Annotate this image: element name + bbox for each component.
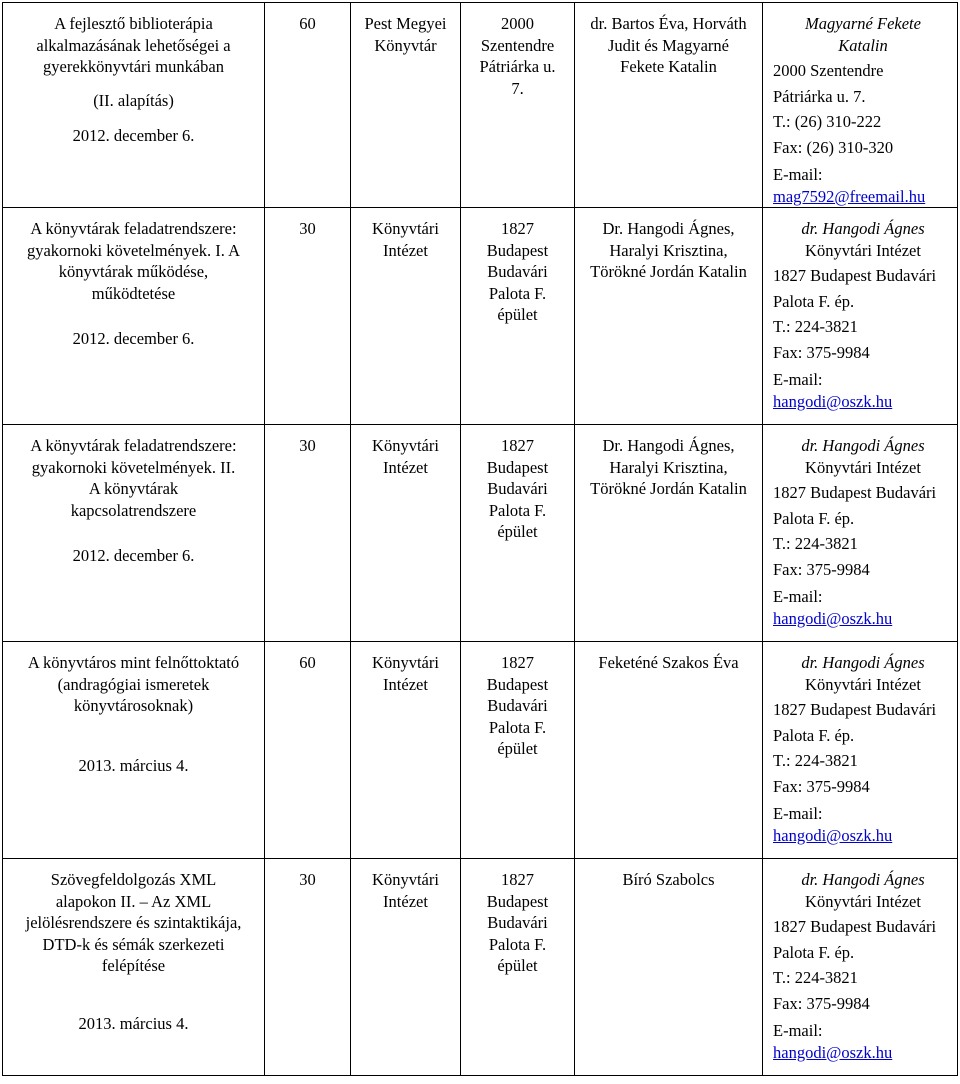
address-cell [461,3,575,208]
address-line: Palota F. [488,283,547,303]
contact-line: 2000 Szentendre [773,61,884,80]
address-line: Palota F. [488,500,547,520]
course-cell [3,642,265,859]
contact-line: Fax: 375-9984 [773,559,870,579]
contact-line: Fax: 375-9984 [773,993,870,1013]
course-title-line: A könyvtárak feladatrendszere: [30,219,237,238]
contact-line: 1827 Budapest Budavári [773,266,937,285]
course-date: 2013. március 4. [78,1013,189,1033]
contact-line: Palota F. ép. [773,725,855,745]
course-title-line: gyakornoki követelmények. II. [31,457,236,477]
lecturer-cell [575,642,763,859]
contact-name: dr. Hangodi Ágnes [801,219,925,238]
address-cell [461,425,575,642]
lecturer-cell [575,208,763,425]
course-title-line: A könyvtárak [88,479,179,498]
hours-cell: 60 [265,642,351,859]
table-row [3,3,958,208]
table-row [3,208,958,425]
organizer-cell [351,642,461,859]
course-cell [3,425,265,642]
organizer-line: Könyvtár [374,35,437,55]
lecturer-line: Haralyi Krisztina, [609,457,728,477]
course-title [9,435,258,521]
organizer-line: Könyvtári [372,653,439,672]
lecturer-line: Dr. Hangodi Ágnes, [602,436,735,455]
organizer-cell [351,208,461,425]
lecturer-line: Dr. Hangodi Ágnes, [602,219,735,238]
table-row [3,642,958,859]
address-line: Budavári [487,479,548,498]
course-date: 2013. március 4. [78,755,189,775]
course-title-line: A könyvtáros mint felnőttoktató [27,653,240,672]
course-title-line: jelölésrendszere és szintaktikája, [25,913,242,932]
email-label: E-mail: [773,165,823,184]
course-title-line: könyvtárosoknak) [73,696,194,715]
address-line: Budavári [487,262,548,281]
email-link[interactable]: hangodi@oszk.hu [773,1042,893,1062]
course-title [9,652,258,717]
course-title-line: Szövegfeldolgozás XML [50,870,217,889]
lecturer-line: dr. Bartos Éva, Horváth [590,14,747,33]
address-line: Budapest [486,674,549,694]
contact-name: Magyarné Fekete [805,14,921,33]
course-title-line: DTD-k és sémák szerkezeti [42,934,225,954]
course-table [2,2,958,1076]
course-cell [3,859,265,1076]
course-title-line: alapokon II. – Az XML [55,891,212,911]
contact-cell [763,425,958,642]
contact-line: Palota F. ép. [773,942,855,962]
table-row [3,859,958,1076]
address-line: Budavári [487,696,548,715]
address-line: Palota F. [488,934,547,954]
organizer-line: Könyvtári [372,436,439,455]
course-title-line: könyvtárak működése, [58,262,209,281]
email-label: E-mail: [773,1021,823,1040]
contact-institute: Könyvtári Intézet [805,457,921,477]
address-cell [461,859,575,1076]
course-title-line: kapcsolatrendszere [70,500,197,520]
lecturer-cell [575,425,763,642]
lecturer-line: Feketéné Szakos Éva [598,653,739,672]
organizer-line: Intézet [383,674,428,694]
address-line: épület [497,956,538,975]
lecturer-line: Judit és Magyarné [608,35,729,55]
contact-line: 1827 Budapest Budavári [773,483,937,502]
address-line: 2000 [501,14,534,33]
contact-cell [763,208,958,425]
course-title-line: felépítése [101,956,166,975]
lecturer-line: Fekete Katalin [620,57,717,76]
address-line: Budapest [486,240,549,260]
contact-name: dr. Hangodi Ágnes [801,653,925,672]
email-link[interactable]: hangodi@oszk.hu [773,825,893,845]
contact-line: T.: 224-3821 [773,968,858,987]
contact-line: Fax: (26) 310-320 [773,137,894,157]
contact-line: Palota F. ép. [773,291,855,311]
contact-institute: Könyvtári Intézet [805,891,921,911]
address-cell [461,642,575,859]
address-line: Szentendre [480,35,555,55]
lecturer-line: Haralyi Krisztina, [609,240,728,260]
course-table-body [3,3,958,1076]
address-cell [461,208,575,425]
course-title-line: gyakornoki követelmények. I. A [26,240,241,260]
hours-cell: 60 [265,3,351,208]
email-label: E-mail: [773,587,823,606]
contact-line: T.: 224-3821 [773,751,858,770]
lecturer-line: Törökné Jordán Katalin [590,262,747,281]
organizer-line: Intézet [383,891,428,911]
course-title-line: A fejlesztő biblioterápia [54,14,213,33]
email-link[interactable]: hangodi@oszk.hu [773,391,893,411]
address-line: épület [497,739,538,758]
hours-cell: 30 [265,425,351,642]
course-title-line: (andragógiai ismeretek [57,674,210,694]
contact-cell [763,642,958,859]
organizer-line: Könyvtári [372,219,439,238]
course-date: 2012. december 6. [72,546,195,565]
lecturer-line: Törökné Jordán Katalin [590,479,747,498]
address-line: épület [497,305,538,324]
organizer-cell [351,425,461,642]
table-row [3,425,958,642]
address-line: 1827 [501,653,534,672]
hours-cell: 30 [265,208,351,425]
contact-institute: Könyvtári Intézet [805,240,921,260]
address-line: épület [497,522,538,541]
address-line: 7. [511,78,524,98]
contact-name: dr. Hangodi Ágnes [801,436,925,455]
contact-line: T.: 224-3821 [773,317,858,336]
address-line: 1827 [501,870,534,889]
contact-line: Fax: 375-9984 [773,342,870,362]
contact-name: Katalin [838,35,888,55]
lecturer-line: Bíró Szabolcs [622,870,715,889]
contact-cell [763,3,958,208]
course-date: 2012. december 6. [72,126,195,145]
course-title-line: működtetése [91,283,176,303]
contact-line: Fax: 375-9984 [773,776,870,796]
course-title [9,13,258,111]
contact-line: T.: 224-3821 [773,534,858,553]
contact-name: dr. Hangodi Ágnes [801,870,925,889]
email-link[interactable]: hangodi@oszk.hu [773,608,893,628]
address-line: Budapest [486,457,549,477]
course-cell [3,3,265,208]
course-title-line: A könyvtárak feladatrendszere: [30,436,237,455]
contact-line: 1827 Budapest Budavári [773,917,937,936]
organizer-line: Intézet [383,457,428,477]
organizer-cell [351,859,461,1076]
address-line: Palota F. [488,717,547,737]
organizer-line: Pest Megyei [364,14,447,33]
course-title-line: gyerekkönyvtári munkában [43,57,224,76]
contact-line: T.: (26) 310-222 [773,112,882,131]
course-title [9,218,258,304]
contact-institute: Könyvtári Intézet [805,674,921,694]
contact-line: Pátriárka u. 7. [773,86,866,106]
course-title-line: alkalmazásának lehetőségei a [36,35,231,55]
course-title-line: (II. alapítás) [93,90,174,110]
email-link[interactable]: mag7592@freemail.hu [773,186,926,206]
hours-cell: 30 [265,859,351,1076]
contact-cell [763,859,958,1076]
course-title [9,869,258,977]
email-label: E-mail: [773,804,823,823]
address-line: 1827 [501,219,534,238]
course-cell [3,208,265,425]
email-label: E-mail: [773,370,823,389]
lecturer-cell [575,3,763,208]
organizer-line: Könyvtári [372,870,439,889]
contact-line: Palota F. ép. [773,508,855,528]
address-line: Budapest [486,891,549,911]
course-date: 2012. december 6. [72,329,195,348]
address-line: 1827 [501,436,534,455]
organizer-cell [351,3,461,208]
organizer-line: Intézet [383,240,428,260]
contact-line: 1827 Budapest Budavári [773,700,937,719]
lecturer-cell [575,859,763,1076]
address-line: Pátriárka u. [479,57,556,76]
address-line: Budavári [487,913,548,932]
